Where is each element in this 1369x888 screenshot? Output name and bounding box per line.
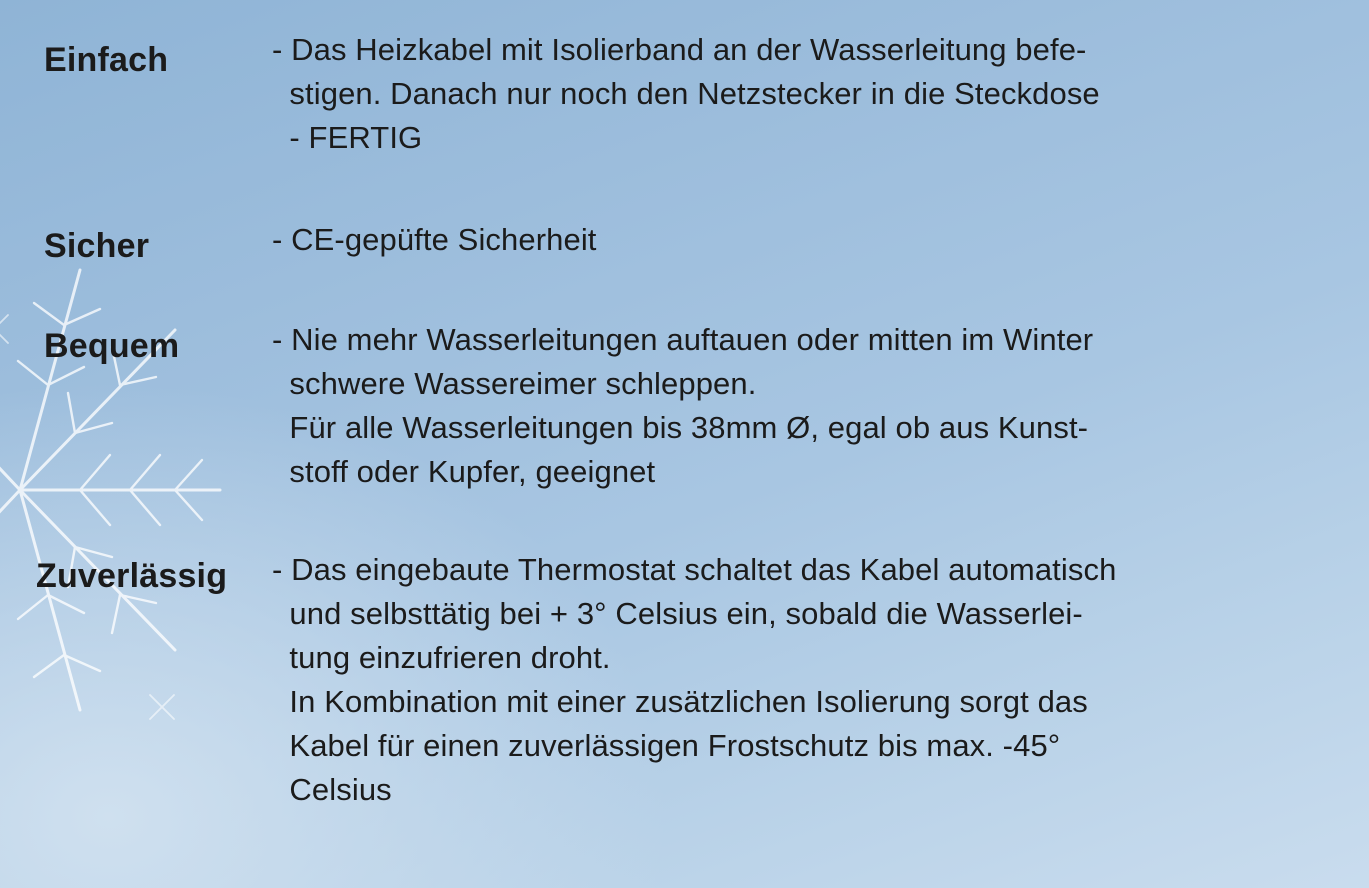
feature-line: Kabel für einen zuverlässigen Frostschutz bis max. -45° [272,728,1061,763]
feature-line: Für alle Wasserleitungen bis 38mm Ø, egal ob aus Kunst- [272,410,1089,445]
feature-description-bequem [272,318,1093,494]
feature-line: - FERTIG [272,120,423,155]
feature-line: - CE-gepüfte Sicherheit [272,222,597,257]
feature-description-zuverlaessig [272,548,1116,812]
feature-line: In Kombination mit einer zusätzlichen Isolierung sorgt das [272,684,1088,719]
feature-line: schwere Wassereimer schleppen. [272,366,757,401]
feature-term-einfach: Einfach [44,41,169,79]
feature-row-sicher [36,218,597,265]
feature-term-bequem: Bequem [44,327,180,365]
feature-line: und selbsttätig bei + 3° Celsius ein, sobald die Wasserlei- [272,596,1083,631]
feature-term-zuverlaessig: Zuverlässig [36,557,228,595]
feature-line: - Das eingebaute Thermostat schaltet das Kabel automatisch [272,552,1117,587]
feature-row-einfach [36,28,1100,160]
feature-line: - Das Heizkabel mit Isolierband an der Wasserleitung befe- [272,32,1087,67]
feature-row-zuverlaessig [28,548,1116,812]
feature-line: tung einzufrieren droht. [272,640,611,675]
feature-line: stigen. Danach nur noch den Netzstecker in die Steckdose [272,76,1100,111]
feature-line: - Nie mehr Wasserleitungen auftauen oder mitten im Winter [272,322,1094,357]
feature-row-bequem [36,318,1093,494]
feature-description-einfach [272,28,1100,160]
feature-description-sicher [272,218,597,262]
feature-line: stoff oder Kupfer, geeignet [272,454,656,489]
feature-term-sicher: Sicher [44,227,150,265]
feature-line: Celsius [272,772,392,807]
